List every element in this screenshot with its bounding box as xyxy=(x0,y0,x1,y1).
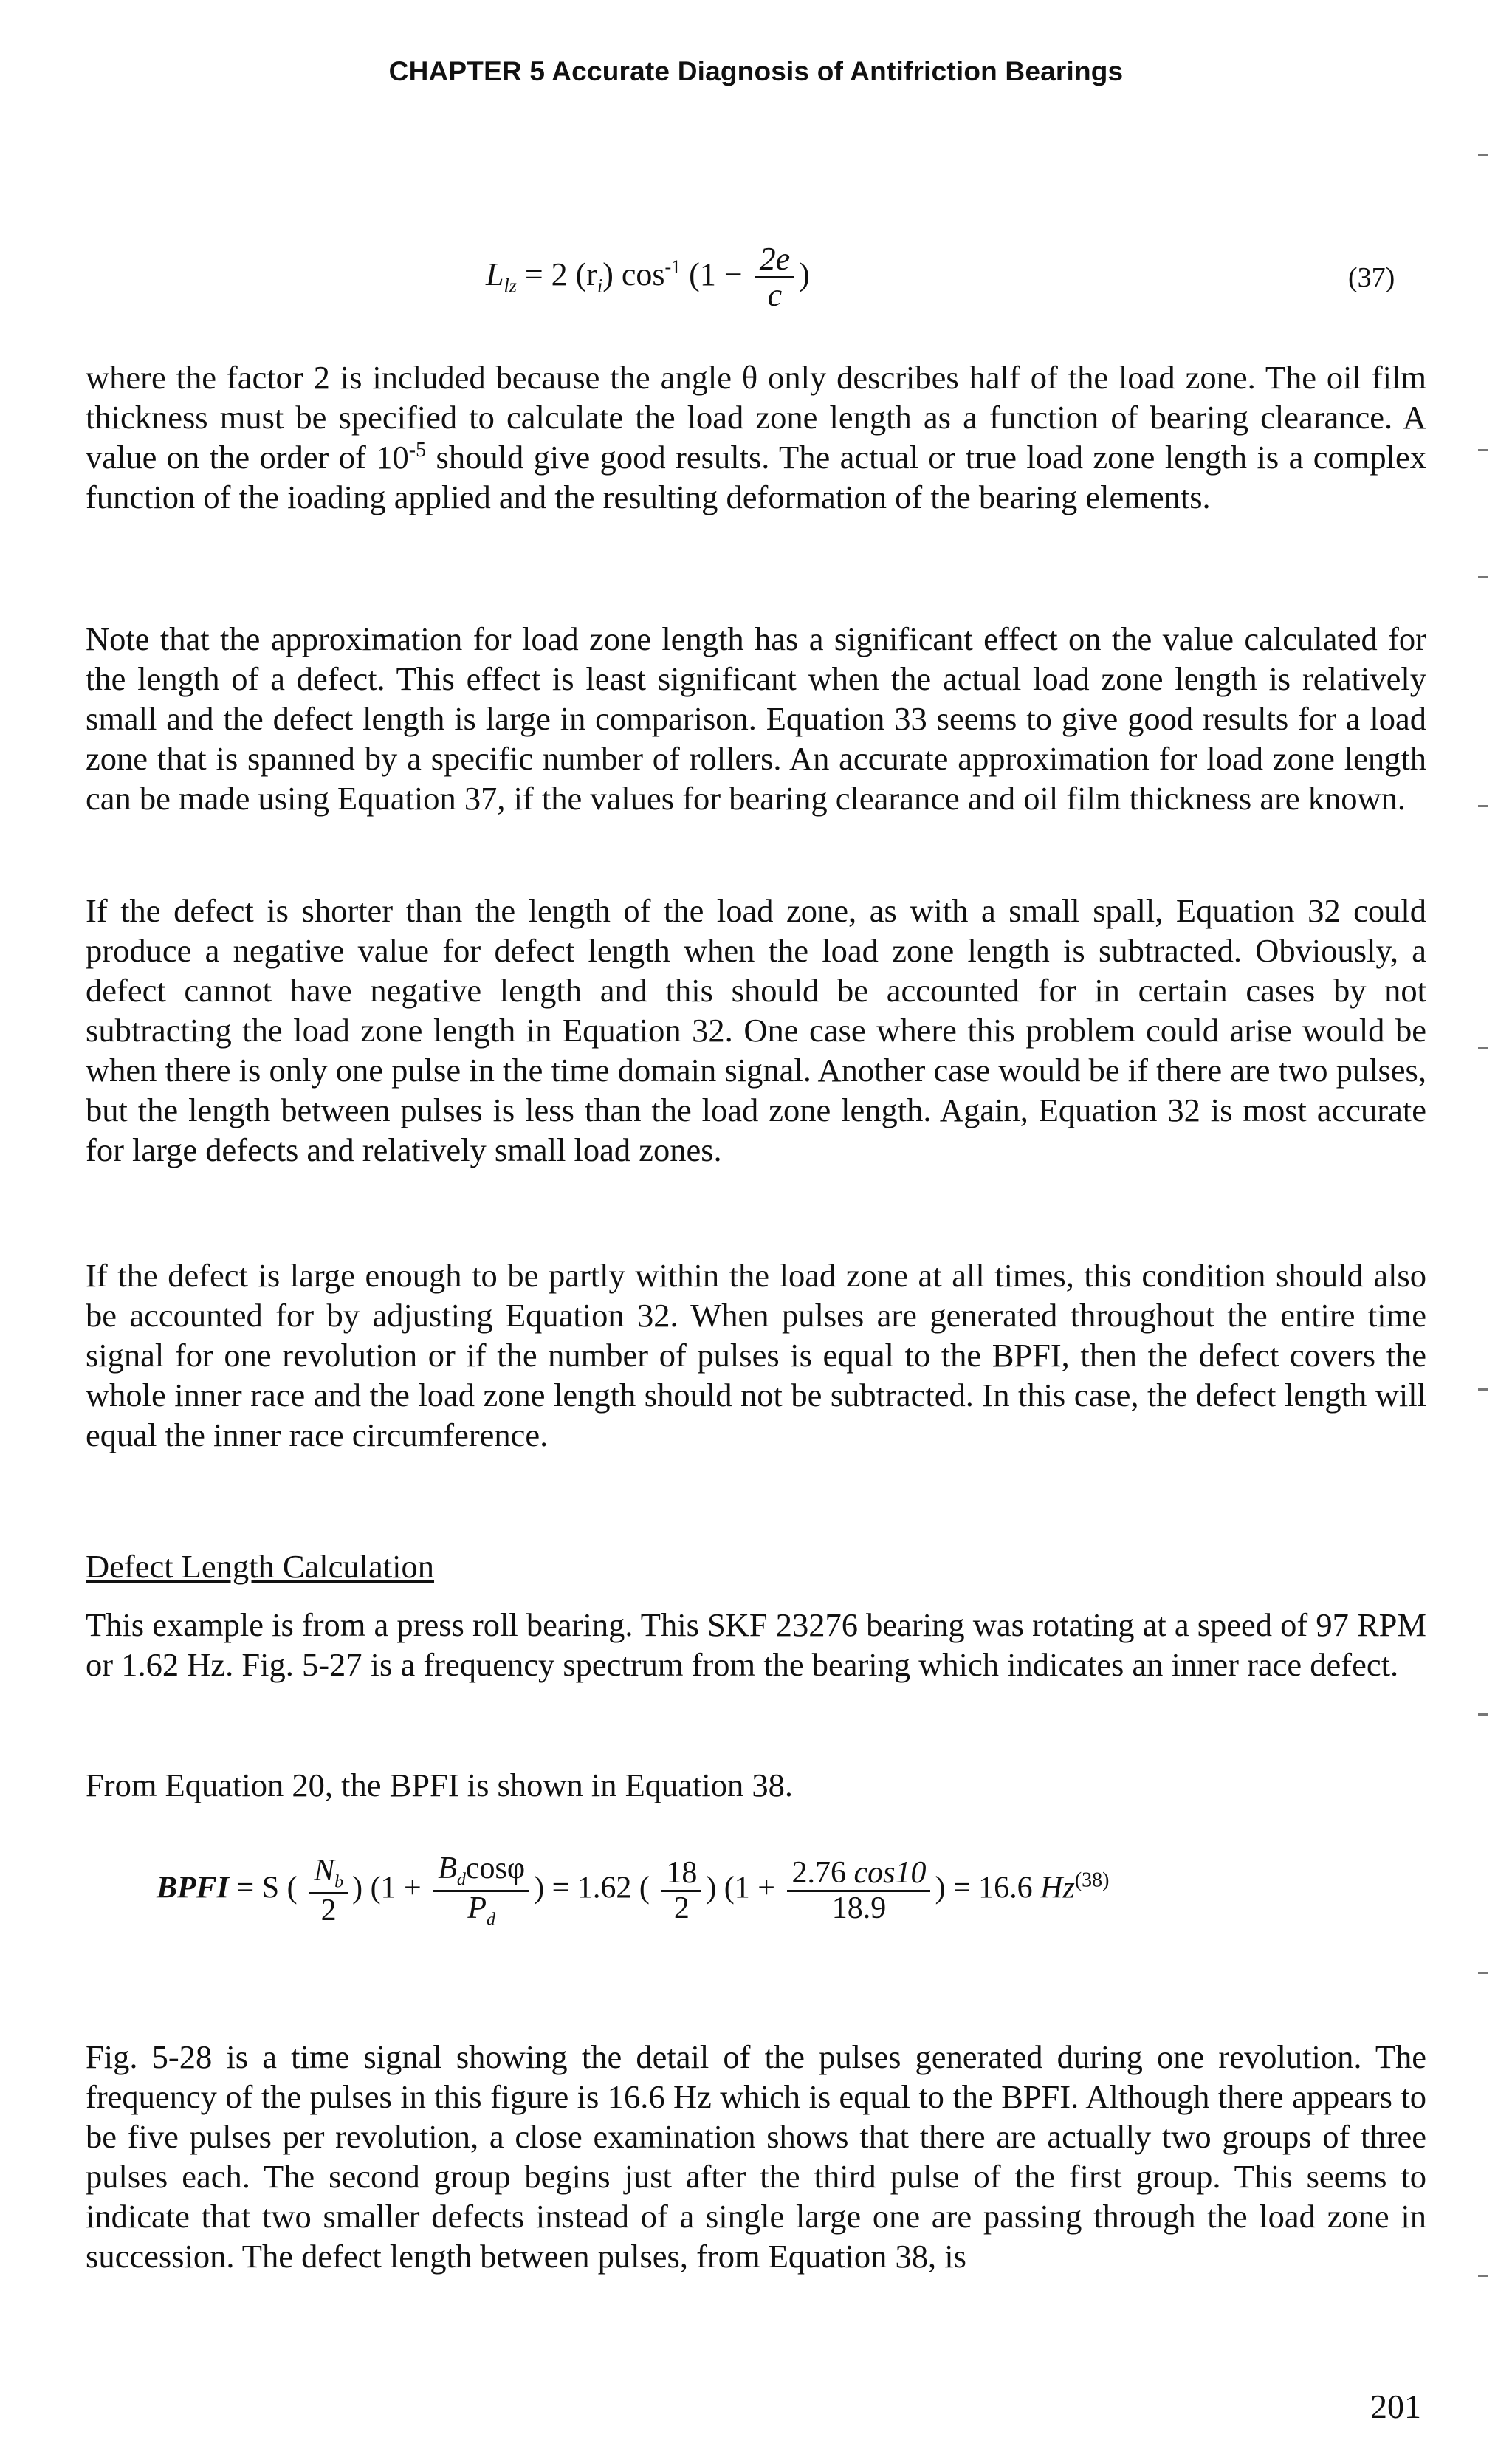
eq38-t6: ) = 16.6 xyxy=(935,1871,1033,1905)
eq38-f2-num-a: B xyxy=(438,1851,457,1885)
equation-38-number: (38) xyxy=(1074,1868,1110,1892)
eq37-rhs-b-sup: -1 xyxy=(664,256,681,278)
eq37-rhs-c: (1 − xyxy=(681,256,743,292)
eq38-t4: ) = 1.62 ( xyxy=(534,1871,650,1905)
eq38-t3: ) (1 + xyxy=(352,1871,422,1905)
eq38-t2: = S ( xyxy=(236,1871,298,1905)
margin-tick xyxy=(1478,576,1488,578)
equation-37 xyxy=(486,242,810,312)
eq37-rhs-a-sub: i xyxy=(597,275,603,297)
eq38-f2-num-b: cosφ xyxy=(465,1851,526,1885)
page-number: 201 xyxy=(1370,2388,1421,2425)
margin-tick xyxy=(1478,805,1488,807)
eq37-frac-den: c xyxy=(767,277,783,314)
paragraph-1 xyxy=(86,357,1426,517)
margin-tick xyxy=(1478,449,1488,451)
eq38-f1-den: 2 xyxy=(320,1893,337,1928)
margin-tick xyxy=(1478,154,1488,156)
eq38-frac-4 xyxy=(787,1857,930,1924)
eq38-frac-3 xyxy=(662,1857,701,1924)
eq38-t5: ) (1 + xyxy=(706,1871,775,1905)
p1-sup: -5 xyxy=(408,439,427,462)
eq37-rhs-b: ) cos xyxy=(602,256,665,292)
paragraph-7: Fig. 5-28 is a time signal showing the detail of the pulses generated during one revolution. The frequency of the pulses in this figure is 16.6 Hz which is equal to the BPFI. Although there appears to be five pulses per revolution, a close examination shows that there are actually two groups of three pulses each. The second group begins just after the third pulse of the first group. This seems to indicate that two smaller defects instead of a single large one are passing through the load zone in succession. The defect length between pulses, from Equation 38, is xyxy=(86,2038,1426,2275)
eq38-frac-1 xyxy=(309,1854,348,1927)
section-heading: Defect Length Calculation xyxy=(86,1548,435,1585)
eq38-f4-den: 18.9 xyxy=(831,1891,887,1925)
eq37-rhs-a: = 2 (r xyxy=(524,256,597,292)
paragraph-3: If the defect is shorter than the length of the load zone, as with a small spall, Equation 32 could produce a negative value for defect length when the load zone length is subtracted. Obviously, a defect cannot have negative length and this should be accounted for in certain cases by not subtracting the load zone length in Equation 32. One case where this problem could arise would be when there is only one pulse in the time domain signal. Another case would be if there are two pulses, but the length between pulses is less than the load zone length. Again, Equation 32 is most accurate for large defects and relatively small load zones. xyxy=(86,892,1426,1168)
equation-37-number: (37) xyxy=(1348,262,1395,293)
eq38-f3-num: 18 xyxy=(662,1857,701,1891)
eq37-frac-num: 2e xyxy=(755,242,795,278)
margin-tick xyxy=(1478,1047,1488,1049)
equation-38 xyxy=(157,1852,1110,1929)
eq38-frac-2 xyxy=(433,1852,529,1929)
eq37-lhs: L xyxy=(486,256,504,292)
p1-a: where the factor 2 is included because the angle θ only describes half of the load zone. The oil film thickness must be specified to calculate the load zone length as a function of bearing clearance. A value on the order of 10 xyxy=(86,359,1426,476)
eq38-f2-den-sub: d xyxy=(487,1909,496,1929)
paragraph-2: Note that the approximation for load zone length has a significant effect on the value calculated for the length of a defect. This effect is least significant when the actual load zone length is relatively small and the defect length is large in comparison. Equation 33 seems to give good results for a load zone that is spanned by a specific number of rollers. An accurate approximation for load zone length can be made using Equation 37, if the values for bearing clearance and oil film thickness are known. xyxy=(86,620,1426,817)
paragraph-4: If the defect is large enough to be partly within the load zone at all times, this condition should also be accounted for by adjusting Equation 32. When pulses are generated throughout the entire time signal for one revolution or if the number of pulses is equal to the BPFI, then the defect covers the whole inner race and the load zone length should not be subtracted. In this case, the defect length will equal the inner race circumference. xyxy=(86,1257,1426,1453)
running-header: CHAPTER 5 Accurate Diagnosis of Antifriction Bearings xyxy=(388,56,1124,86)
paragraph-6: From Equation 20, the BPFI is shown in Equation 38. xyxy=(86,1767,793,1803)
eq38-f4-num-b: cos10 xyxy=(853,1856,927,1891)
eq38-hz: Hz xyxy=(1040,1871,1075,1905)
margin-tick xyxy=(1478,1972,1488,1974)
eq37-rhs-d: ) xyxy=(799,256,810,292)
margin-tick xyxy=(1478,1388,1488,1391)
p1-b: should give good results. The actual or true load zone length is a complex function of the ioading applied and the resulting deformation of the bearing elements. xyxy=(86,439,1426,515)
eq38-f1-num: N xyxy=(314,1854,335,1888)
eq38-f2-den: P xyxy=(467,1891,487,1925)
eq37-lhs-sub: lz xyxy=(504,275,517,297)
paragraph-5: This example is from a press roll bearing. This SKF 23276 bearing was rotating at a speed of 97 RPM or 1.62 Hz. Fig. 5-27 is a frequency spectrum from the bearing which indicates an inner race defect. xyxy=(86,1606,1426,1683)
eq38-bpfi: BPFI xyxy=(157,1871,230,1905)
eq37-fraction xyxy=(755,242,795,312)
eq38-f3-den: 2 xyxy=(673,1891,690,1925)
eq38-f4-num-a: 2.76 xyxy=(791,1856,846,1891)
margin-tick xyxy=(1478,2275,1488,2277)
eq38-f1-num-sub: b xyxy=(334,1872,344,1892)
margin-tick xyxy=(1478,1713,1488,1716)
eq38-f2-num-sub: d xyxy=(456,1870,466,1890)
